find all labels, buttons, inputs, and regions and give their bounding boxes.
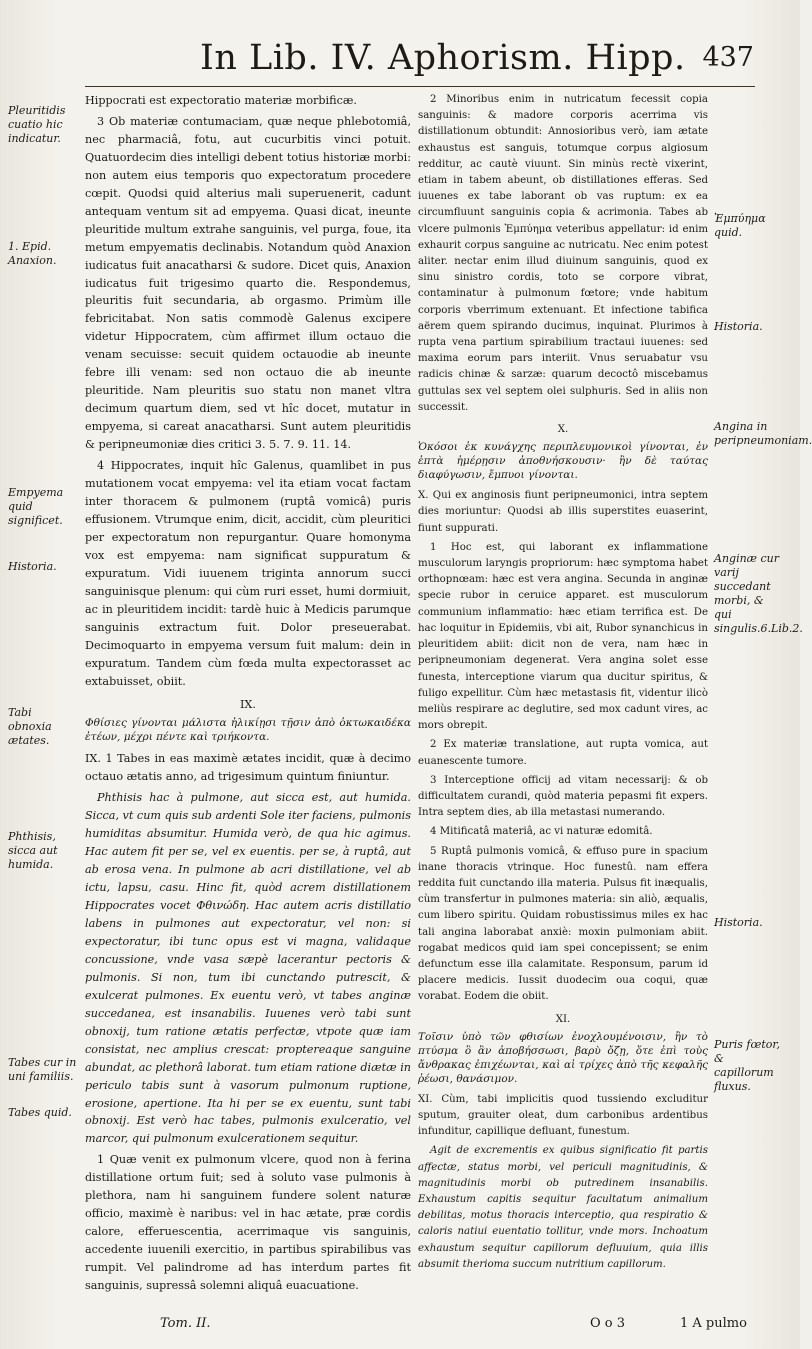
margin-note: Tabi obnoxia ætates. [8, 706, 52, 747]
section-numeral: IX. [240, 698, 256, 712]
volume-label: Tom. II. [160, 1316, 211, 1331]
section-numeral: XI. [555, 1013, 571, 1025]
paragraph: 3 Interceptione officij ad vitam necessarij: & ob difficultatem curandi, quòd materia pepasmi fit expers. Intra septem dies, ab illa metastasi numerando. [418, 774, 708, 819]
paragraph: 5 Ruptâ pulmonis vomicâ, & effuso pure in spacium inane thoracis vtrinque. Hoc funestû. nam effera reddita fuit cunctando illa materia. Pulsus fit inæqualis, cùm transfertur in pulmones materia: sin aliò, æqualis, cum libero spiritu. Quidam robustissimus miles ex hac tali angina laborabat anxiè: moxin pulmoniam abiit. rogabat medicos quid iam spei concepissent; se enim defunctum esse illa calamitate. Responsum, parum id placere medicis. Iussit duodecim oua coqui, quæ vorabat. Eodem die obiit. [418, 845, 708, 1003]
paragraph: 1 Quæ venit ex pulmonum vlcere, quod non à ferina distillatione ortum fuit; sed à soluto vase pulmonis à plethora, nam hi sanguinem fundere solent naturæ officio, maximè è naribus: vel in hac ætate, præ cordis calore, efferuescentia, acerrimaque vis sanguinis, accedente iuuenili exercitio, in partibus spirabilibus vas rumpit. Vel palindrome ad has interdum partes fit sanguinis, supressâ solemni aliquâ euacuatione. [85, 1153, 411, 1293]
left-column [85, 92, 411, 1298]
margin-note: Puris fœtor, & capillorum fluxus. [714, 1038, 780, 1093]
margin-note: Historia. [8, 560, 57, 573]
margin-note: 1. Epid. Anaxion. [8, 240, 57, 267]
paragraph: 2 Ex materiæ translatione, aut rupta vomica, aut euanescente tumore. [418, 739, 708, 767]
commentary: Agit de excrementis ex quibus significatio fit partis affectæ, status morbi, vel periculi magnitudinis, & magnitudinis morbi ob putredinem insanabilis. Exhaustum capitis sequitur facultatum animalium debilitas, motus thoracis interceptio, qua respiratio & caloris natiui euentatio tollitur, vnde mors. Inchoatum exhaustum sequitur capillorum defluuium, quia illis absumit therioma succum nutritium capillorum. [418, 1145, 708, 1270]
latin-aphorism: XI. Cùm, tabi implicitis quod tussiendo excluditur sputum, grauiter oleat, dum carbonibus ardentibus infunditur, capillique defluant, funestum. [418, 1093, 708, 1138]
latin-aphorism: X. Qui ex anginosis fiunt peripneumonici, intra septem dies moriuntur: Quodsi ab illis superstites euaserint, fiunt suppurati. [418, 490, 708, 534]
page-number: 437 [702, 42, 754, 73]
margin-note: Tabes cur in uni familiis. [8, 1056, 77, 1083]
greek-aphorism: Ὁκόσοι ἐκ κυνάγχης περιπλευμονικοὶ γίνονται, ἐν ἑπτὰ ἡμέρῃσιν ἀποθνήσκουσιν· ἢν δὲ ταύτας διαφύγωσιν, ἔμπυοι γίνονται. [418, 441, 708, 482]
greek-aphorism: Φθίσιες γίνονται μάλιστα ἡλικίῃσι τῇσιν ἀπὸ ὀκτωκαιδέκα ἐτέων, μέχρι πέντε καὶ τριήκοντα. [85, 717, 411, 744]
margin-note: Pleuritidis cuatio hic indicatur. [8, 104, 66, 145]
margin-note: Historia. [714, 320, 763, 333]
margin-note: Ἐμπύημα quid. [714, 212, 766, 239]
paragraph: 3 Ob materiæ contumaciam, quæ neque phlebotomiâ, nec pharmaciâ, fotu, aut cucurbitis vinci potuit. Quatuordecim dies intelligi debent totius historiæ morbi: non autem eius temporis quo expectoratum procedere cœpit. Quodsi quid alterius mali superuenerit, cadunt antequam ventum sit ad empyema. Quasi dicat, ineunte pleuritide multum extrahe sanguinis, vel purga, foue, ita metum empyematis declinabis. Notandum quòd Anaxion iudicatus fuit anacatharsi & sudore. Dicet quis, Anaxion iudicatus fuit trigesimo quarto die. Respondemus, pleuritis fuit secundaria, ab orgasmo. Primùm ille febricitabat. Non satis commodè Galenus excipere videtur Hippocratem, cùm affirmet illum octauo die venam secuisse: secuit quidem octauodie ab ineunte febre illi venam: sed non octauo die ab ineunte pleuritide. Nam pleuritis suo statu non manet vltra decimum quartum diem, sed vt hîc docet, mutatur in empyema, si careat anacatharsi. Sunt autem pleuritidis & peripneumoniæ dies critici 3. 5. 7. 9. 11. 14. [85, 114, 411, 452]
latin-aphorism: IX. 1 Tabes in eas maximè ætates incidit, quæ à decimo octauo ætatis anno, ad trigesimum quintum finiuntur. [85, 752, 411, 784]
paragraph: Hippocrati est expectoratio materiæ morbificæ. [85, 94, 357, 107]
right-column [418, 92, 708, 1276]
greek-aphorism: Τοῖσιν ὑπὸ τῶν φθισίων ἐνοχλουμένοισιν, ἢν τὸ πτύσμα ὃ ἂν ἀποβήσσωσι, βαρὺ ὄζῃ, ὅτε ἐπὶ τοὺς ἄνθρακας ἐπιχέωνται, καὶ αἱ τρίχες ἀπὸ τῆς κεφαλῆς ῥέωσι, θανάσιμον. [418, 1030, 708, 1085]
margin-note: Angina in peripneumoniam. [714, 420, 812, 447]
margin-note: Phthisis, sicca aut humida. [8, 830, 58, 871]
section-numeral: X. [557, 424, 569, 436]
margin-note: Anginæ cur varij succedant morbi, & qui singulis.6.Lib.2. [714, 552, 803, 635]
paragraph: 4 Hippocrates, inquit hîc Galenus, quamlibet in pus mutationem vocat empyema: vel ita etiam vocat factam inter thoracem & pulmonem (ruptâ vomicâ) puris effusionem. Vtrumque enim, dicit, accidit, cùm pleuritici per expectoratum non repurgantur. Quare homonyma vox est empyema: nam significat suppuratum & expuratum. Vidi iuuenem triginta annorum succi sanguinisque plenum: qui cùm ruri esset, humi dormiuit, ac in pleuritidem incidit: tardè huic à Medicis parumque sanguinis extractum fuit. Dolor preseuerabat. Decimoquarto in empyema versum fuit malum: dein in expuratum. Tandem cùm fœda multa expectorasset ac extabuisset, obiit. [85, 459, 411, 688]
running-header [200, 38, 760, 84]
paragraph: 4 Mitificatâ materiâ, ac vi naturæ edomitâ. [430, 826, 653, 838]
paragraph: 2 Minoribus enim in nutricatum fecessit copia sanguinis: & madore corporis acerrima vis distillationum obtundit: Annosioribus verò, iam ætate exhaustus est sanguis, totumque corpus algiosum redditur, ac cautè viuunt. Sin minùs rectè vixerint, etiam in tabem abeunt, ob distillationes efferas. Sed iuuenes ex tabe laborant ob vas ruptum: ex ea circumfluunt sanguinis copia & acrimonia. Tabes ab vlcere pulmonis Ἐμπύημα veteribus appellatur: id enim exhaurit corpus sanguine ac nutricatu. Nec enim potest aliter. nectar enim illud diuinum sanguinis, quod ex sinu sinistro cordis, toto se corpore vibrat, contaminatur à pulmonum fœtore; vnde habitum corporis vberrimum extenuant. Et infectione tabifica aërem quem spirando ducimus, inquinat. Plurimos à rupta vena partium spirabilium tractaui iuuenes: sed maxima eorum pars interiit. Vnus seruabatur vsu radicis chinæ & sarzæ: quarum decoctô miscebamus guttulas sex vel septem olei sulphuris. Sed in aliis non successit. [418, 94, 708, 413]
catchword: 1 A pulmo [680, 1316, 747, 1331]
margin-note: Empyema quid significet. [8, 486, 64, 527]
signature-mark: O o 3 [590, 1316, 626, 1331]
header-rule [85, 86, 755, 87]
running-title: In Lib. IV. Aphorism. Hipp. [200, 38, 686, 78]
paragraph: 1 Hoc est, qui laborant ex inflammatione musculorum laryngis propriorum: hæc symptoma habet orthopnœam: hæc est vera angina. Secunda in anginæ specie rubor in ceruice apparet. est musculorum communium inflammatio: hæc etiam terrifica est. De hac loquitur in Epidemiis, vbi ait, Rubor synanchicus in pleuritidem abiit: dicit non de vera, nam hæc in peripneumoniam degenerat. Vera angina solet esse funesta, interceptione viarum qua ducitur spiritus, & fuligo expellitur. Cùm hæc metastasis fit, videntur ilicò meliùs respirare ac deglutire, sed mox cadunt vires, ac mors obrepit. [418, 541, 708, 732]
margin-note: Historia. [714, 916, 763, 929]
commentary: Phthisis hac à pulmone, aut sicca est, aut humida. Sicca, vt cum quis sub ardenti Sole iter faciens, pulmonis humiditas absumitur. Humida verò, de qua hic agimus. Hac autem fit per se, vel ex euentis. per se, à ruptâ, aut ab erosa vena. In pulmone ab acri distillatione, vel ab ictu, lapsu, casu. Hinc fit, quòd acrem distillationem Hippocrates vocet Φθινώδη. Hac autem acris distillatio labens in pulmones aut expectoratur, vel non: si expectoratur, ibi tunc opus est vi magna, validaque concussione, vnde vasa sæpè lacerantur pectoris & pulmonis. Si non, tum ibi cunctando putrescit, & exulcerat pulmones. Ex euentu verò, vt tabes anginæ succedanea, est insanabilis. Iuuenes verò tabi sunt obnoxij, tum ratione ætatis perfectæ, vtpote quæ iam consistat, nec amplius crescat: proptereaque sanguine abundat, ac plethorâ laborat. tum etiam ratione diætæ in periculo tabis sunt à vasorum pulmonum ruptione, erosione, apertione. Ita hi per se ex euentu, sunt tabi obnoxij. Est verò hac tabes, pulmonis exulceratio, vel marcor, qui pulmonum exulcerationem sequitur. [85, 791, 412, 1146]
margin-note: Tabes quid. [8, 1106, 72, 1119]
